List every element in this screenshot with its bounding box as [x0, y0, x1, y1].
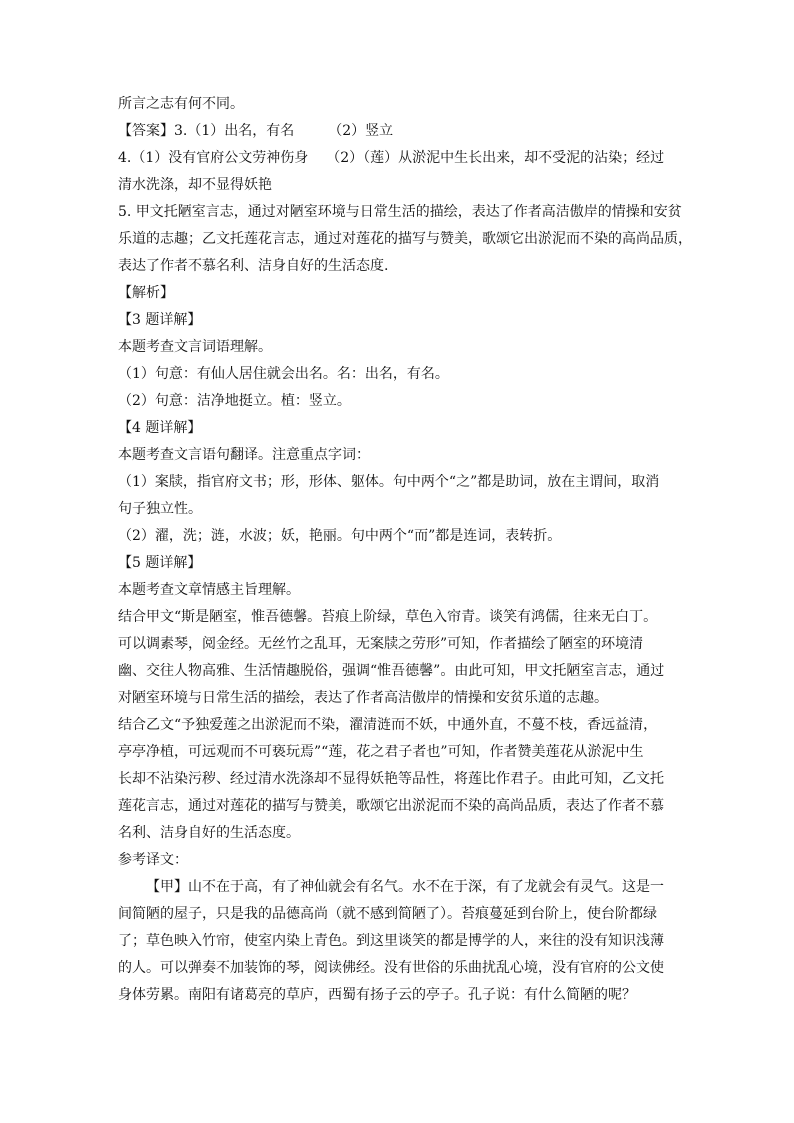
section-heading: 【解析】 [118, 285, 174, 301]
section-heading: 【4 题详解】 [118, 420, 202, 436]
text-line: 亭亭净植，可远观而不可亵玩焉”“莲，花之君子者也”可知，作者赞美莲花从淤泥中生 [118, 744, 644, 760]
text-line: 本题考查文言语句翻译。注意重点字词： [118, 447, 370, 463]
answer-part-1: 【答案】3.（1）出名，有名 [118, 123, 295, 139]
text-line: 的人。可以弹奏不加装饰的琴，阅读佛经。没有世俗的乐曲扰乱心境，没有官府的公文使 [118, 960, 664, 976]
section-heading: 【3 题详解】 [118, 312, 202, 328]
text-line: 结合乙文“予独爱莲之出淤泥而不染，濯清涟而不妖，中通外直，不蔓不枝，香远益清， [118, 717, 658, 733]
text-line: 间简陋的屋子，只是我的品德高尚（就不感到简陋了）。苔痕蔓延到台阶上，使台阶都绿 [118, 906, 657, 922]
text-line: （2）句意：洁净地挺立。植：竖立。 [118, 393, 351, 409]
text-line: 幽、交往人物高雅、生活情趣脱俗，强调“惟吾德馨”。由此可知，甲文托陋室言志，通过 [118, 663, 665, 679]
text-line: 可以调素琴，阅金经。无丝竹之乱耳，无案牍之劳形”可知，作者描绘了陋室的环境清 [118, 636, 644, 652]
text-line: 本题考查文章情感主旨理解。 [118, 582, 300, 598]
text-line: 5. 甲文托陋室言志，通过对陋室环境与日常生活的描绘，表达了作者高洁傲岸的情操和安贫 [118, 204, 682, 220]
text-line: （1）句意：有仙人居住就会出名。名：出名，有名。 [118, 366, 449, 382]
text-line: （2）濯，洗；涟，水波；妖，艳丽。句中两个“而”都是连词，表转折。 [118, 528, 562, 544]
text-line: 身体劳累。南阳有诸葛亮的草庐，西蜀有扬子云的亭子。孔子说：有什么简陋的呢？ [118, 987, 636, 1003]
text-line: 结合甲文“斯是陋室，惟吾德馨。苔痕上阶绿，草色入帘青。谈笑有鸿儒，往来无白丁。 [118, 609, 658, 625]
text-line: 本题考查文言词语理解。 [118, 339, 272, 355]
section-heading: 参考译文： [118, 852, 188, 868]
text-line: 长却不沾染污秽、经过清水洗涤却不显得妖艳等品性，将莲比作君子。由此可知，乙文托 [118, 771, 664, 787]
text-line: （1）案牍，指官府文书；形，形体、躯体。句中两个“之”都是助词，放在主谓间，取消 [118, 474, 660, 490]
text-line: 乐道的志趣；乙文托莲花言志，通过对莲花的描写与赞美，歌颂它出淤泥而不染的高尚品质， [118, 231, 692, 247]
text-line: 清水洗涤，却不显得妖艳 [118, 177, 272, 193]
text-line: 句子独立性。 [118, 501, 202, 517]
answer-part-2: （2）（莲）从淤泥中生长出来，却不受泥的沾染；经过 [326, 150, 665, 166]
answer-part-1: 4.（1）没有官府公文劳神伤身 [118, 150, 309, 166]
answer-line [118, 148, 678, 168]
answer-part-2: （2）竖立 [328, 123, 394, 139]
text-line: 【甲】山不在于高，有了神仙就会有名气。水不在于深，有了龙就会有灵气。这是一 [146, 879, 664, 895]
text-line: 了；草色映入竹帘，使室内染上青色。到这里谈笑的都是博学的人，来往的没有知识浅薄 [118, 933, 664, 949]
text-line: 所言之志有何不同。 [118, 96, 244, 112]
answer-line [118, 121, 678, 141]
text-line: 表达了作者不慕名利、洁身自好的生活态度. [118, 258, 389, 274]
text-line: 对陋室环境与日常生活的描绘，表达了作者高洁傲岸的情操和安贫乐道的志趣。 [118, 690, 608, 706]
text-line: 名利、洁身自好的生活态度。 [118, 825, 300, 841]
section-heading: 【5 题详解】 [118, 555, 202, 571]
text-line: 莲花言志，通过对莲花的描写与赞美，歌颂它出淤泥而不染的高尚品质，表达了作者不慕 [118, 798, 664, 814]
